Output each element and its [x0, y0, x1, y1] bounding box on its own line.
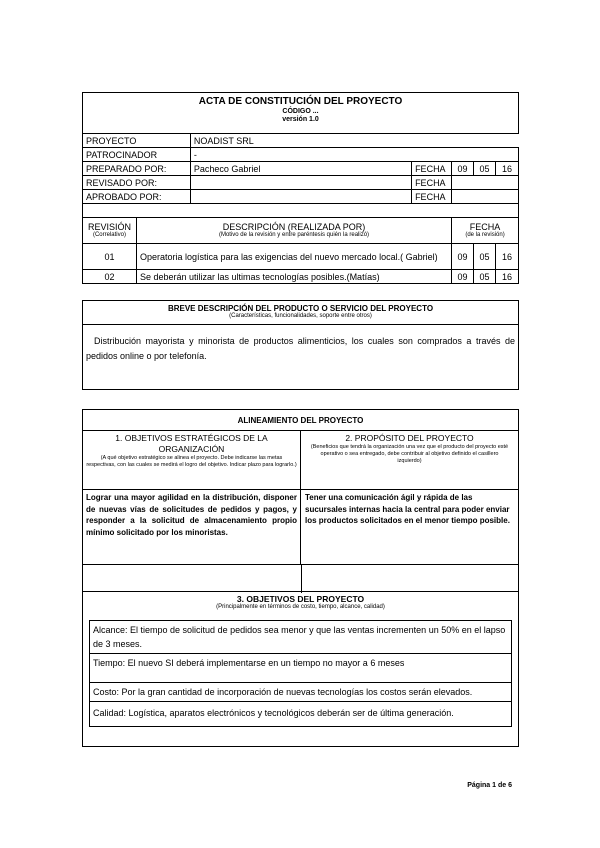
alignment-title: ALINEAMIENTO DEL PROYECTO [83, 410, 518, 431]
alignment-section [82, 409, 519, 592]
objectives-list [89, 620, 512, 727]
objectives-title: 3. OBJETIVOS DEL PROYECTO [236, 594, 365, 604]
header-box [82, 92, 519, 133]
description-title: BREVE DESCRIPCIÓN DEL PRODUCTO O SERVICIO DEL PROYECTO [167, 304, 434, 313]
project-purpose-title: 2. PROPÓSITO DEL PROYECTO [345, 433, 474, 443]
revision-description: Operatoria logística para las exigencias del nuevo mercado local.( Gabriel) [136, 244, 451, 270]
description-text: Distribución mayorista y minorista de productos alimenticios, los cuales son comprados a través de pedidos online o por telefonía. [86, 336, 515, 361]
description-section [82, 300, 519, 390]
document-code: CÓDIGO ... [282, 108, 319, 115]
strategic-objectives-subtitle: (A qué objetivo estratégico se alinea el proyecto. Debe indicarse las metas respectivas, con las cuales se medirá el logro del objetivo. Indicar plazo para lograrlo.) [86, 455, 297, 468]
strategic-objectives-header [83, 431, 301, 489]
fecha-month: 05 [474, 162, 496, 176]
objective-tiempo: Tiempo: El nuevo SI deberá implementarse en un tiempo no mayor a 6 meses [90, 654, 511, 683]
date-header-cell [452, 218, 519, 244]
objective-alcance: Alcance: El tiempo de solicitud de pedidos sea menor y que las ventas incrementen un 50% en el lapso de 3 meses. [90, 621, 511, 654]
revision-day: 09 [452, 244, 474, 270]
table-row [83, 244, 519, 270]
spacer-row [83, 204, 519, 217]
alignment-columns [83, 431, 518, 490]
aprobado-date [452, 190, 519, 204]
aprobado-label: APROBADO POR: [83, 190, 191, 204]
revisado-value [190, 176, 411, 190]
project-purpose-header [301, 431, 518, 489]
alignment-empty-row [83, 565, 518, 593]
proyecto-label: PROYECTO [83, 134, 191, 148]
patrocinador-label: PATROCINADOR [83, 148, 191, 162]
project-purpose-subtitle: (Beneficios que tendrá la organización una vez que el producto del proyecto esté operativo o sea entregado, debe contribuir al objetivo definido el casillero izquierdo) [310, 444, 509, 464]
description-title-bar [83, 301, 518, 325]
objective-calidad: Calidad: Logística, aparatos electrónicos y tecnológicos deberán ser de última generación. [93, 708, 454, 718]
project-purpose-text: Tener una comunicación ágil y rápida de las sucursales internas hacia la central para poder enviar los productos solicitados en el menor tiempo posible. [305, 493, 510, 525]
table-row [83, 270, 519, 284]
revision-month: 05 [474, 270, 496, 284]
revision-number: 02 [83, 270, 137, 284]
proyecto-value: NOADIST SRL [190, 134, 518, 148]
description-subheader: (Motivo de la revisión y entre paréntesis quién la realizó) [218, 232, 370, 238]
strategic-objectives-text: Lograr una mayor agilidad en la distribución, disponer de nuevas vías de solicitudes de pedidos y pagos, y responder a la solicitud de almacenamiento propio mínimo solicitado por los minoristas. [83, 490, 301, 564]
revisado-label: REVISADO POR: [83, 176, 191, 190]
description-subtitle: (Características, funcionalidades, soporte entre otros) [229, 313, 372, 319]
fecha-label: FECHA [412, 190, 452, 204]
page-number: Página 1 de 6 [467, 782, 512, 789]
revisado-date [452, 176, 519, 190]
fecha-label: FECHA [412, 176, 452, 190]
objectives-section [82, 592, 519, 747]
revision-day: 09 [452, 270, 474, 284]
patrocinador-value: - [190, 148, 518, 162]
objectives-subtitle: (Principalmente en términos de costo, tiempo, alcance, calidad) [216, 604, 385, 610]
document-title: ACTA DE CONSTITUCIÓN DEL PROYECTO [198, 96, 403, 107]
preparado-label: PREPARADO POR: [83, 162, 191, 176]
alignment-body [83, 490, 518, 565]
revisions-table [82, 217, 519, 284]
description-header: DESCRIPCIÓN (REALIZADA POR) [222, 222, 366, 232]
aprobado-value [190, 190, 411, 204]
objectives-header [83, 592, 518, 615]
revision-number: 01 [83, 244, 137, 270]
revision-header-cell [83, 218, 137, 244]
alignment-empty-left [83, 565, 302, 593]
preparado-value: Pacheco Gabriel [190, 162, 411, 176]
revision-year: 16 [495, 270, 518, 284]
date-header: FECHA [469, 222, 501, 232]
document-version: versión 1.0 [282, 116, 319, 123]
alignment-empty-right [302, 565, 518, 593]
fecha-year: 16 [495, 162, 518, 176]
fecha-day: 09 [452, 162, 474, 176]
strategic-objectives-title: 1. OBJETIVOS ESTRATÉGICOS DE LA ORGANIZACIÓN [115, 433, 268, 454]
revision-month: 05 [474, 244, 496, 270]
revision-header: REVISIÓN [87, 222, 131, 232]
description-header-cell [136, 218, 451, 244]
objective-costo: Costo: Por la gran cantidad de incorporación de nuevas tecnologías los costos serán elevados. [90, 683, 511, 702]
revision-subheader: (Correlativo) [92, 232, 126, 238]
revision-description: Se deberán utilizar las ultimas tecnologías posibles.(Matías) [136, 270, 451, 284]
fecha-label: FECHA [412, 162, 452, 176]
revision-year: 16 [495, 244, 518, 270]
date-subheader: (de la revisión) [465, 232, 505, 238]
info-table [82, 133, 519, 217]
